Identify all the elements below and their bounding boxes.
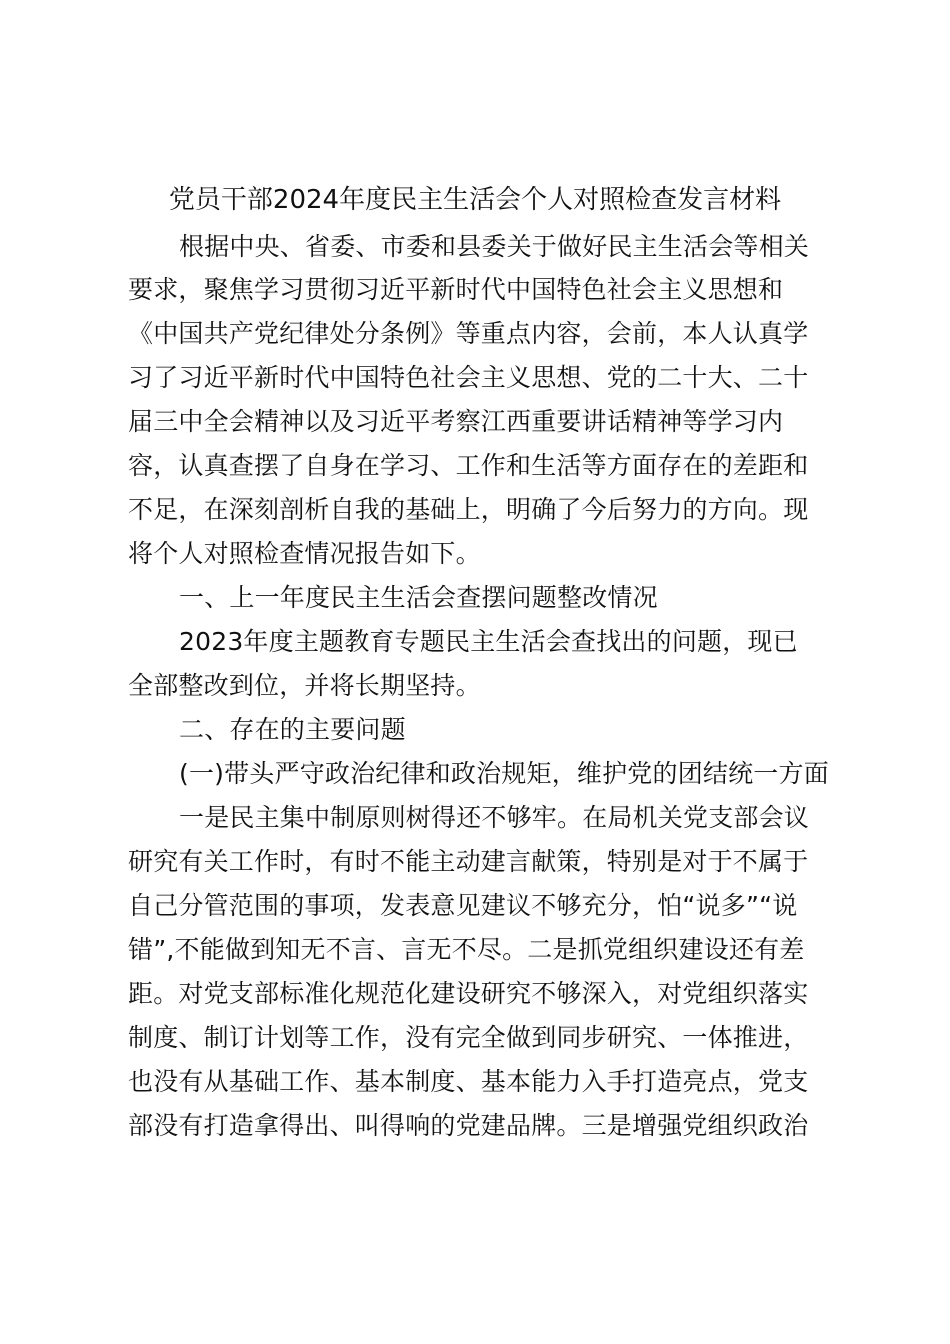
paragraph-line: 根据中央、省委、市委和县委关于做好民主生活会等相关 [179,232,810,261]
paragraph-line: 自己分管范围的事项，发表意见建议不够充分，怕“说多”“说 [128,891,798,920]
paragraph-line: 届三中全会精神以及习近平考察江西重要讲话精神等学习内 [128,407,784,436]
section-heading: 二、存在的主要问题 [179,715,406,744]
paragraph-line: 一是民主集中制原则树得还不够牢。在局机关党支部会议 [179,803,810,832]
paragraph-line: 距。对党支部标准化规范化建设研究不够深入，对党组织落实 [128,979,809,1008]
paragraph-line: 习了习近平新时代中国特色社会主义思想、党的二十大、二十 [128,363,809,392]
paragraph-line: 制度、制订计划等工作，没有完全做到同步研究、一体推进， [128,1023,809,1052]
section-heading: 一、上一年度民主生活会查摆问题整改情况 [179,583,658,612]
paragraph-line: 将个人对照检查情况报告如下。 [128,539,481,568]
paragraph-line: 2023年度主题教育专题民主生活会查找出的问题，现已 [179,627,798,656]
paragraph-line: 部没有打造拿得出、叫得响的党建品牌。三是增强党组织政治 [128,1111,809,1140]
paragraph-line: 研究有关工作时，有时不能主动建言献策，特别是对于不属于 [128,847,809,876]
subsection-heading: (一)带头严守政治纪律和政治规矩，维护党的团结统一方面 [179,759,829,788]
paragraph-line: 要求，聚焦学习贯彻习近平新时代中国特色社会主义思想和 [128,275,784,304]
document-title: 党员干部2024年度民主生活会个人对照检查发言材料 [168,185,782,215]
paragraph-line: 错”,不能做到知无不言、言无不尽。二是抓党组织建设还有差 [128,935,805,964]
paragraph-line: 全部整改到位，并将长期坚持。 [128,671,481,700]
paragraph-line: 也没有从基础工作、基本制度、基本能力入手打造亮点，党支 [128,1067,809,1096]
paragraph-line: 容，认真查摆了自身在学习、工作和生活等方面存在的差距和 [128,451,809,480]
paragraph-line: 《中国共产党纪律处分条例》等重点内容，会前，本人认真学 [128,319,809,348]
paragraph-line: 不足，在深刻剖析自我的基础上，明确了今后努力的方向。现 [128,495,809,524]
